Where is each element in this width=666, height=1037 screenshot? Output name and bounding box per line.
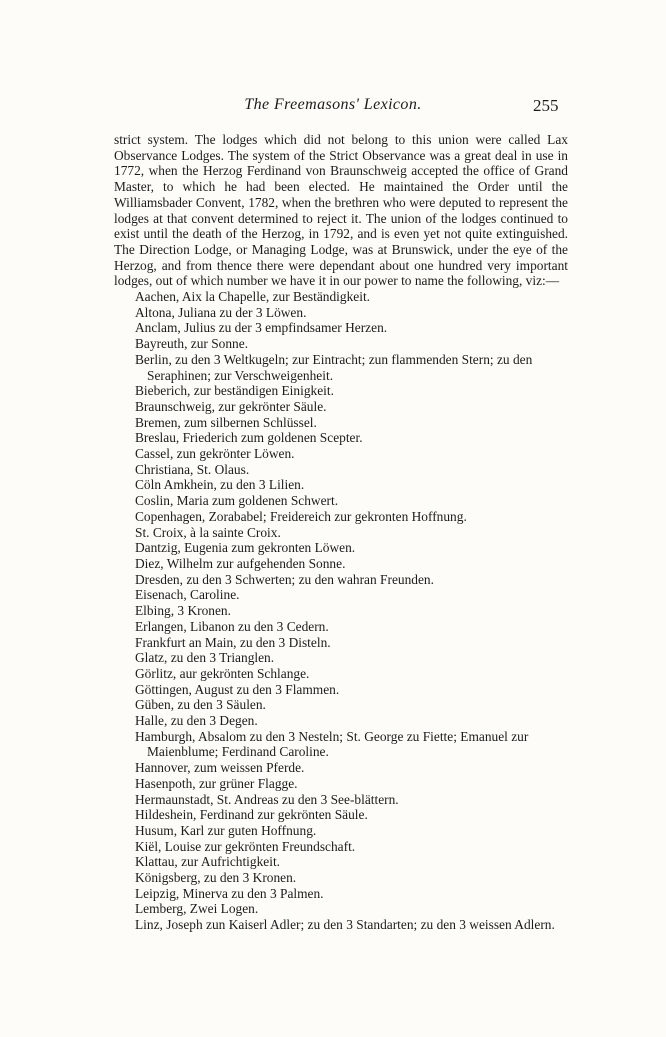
lodge-entry: Coslin, Maria zum goldenen Schwert. <box>135 493 339 509</box>
lodge-entry: Bieberich, zur beständigen Einigkeit. <box>135 383 334 399</box>
lodge-entry: Copenhagen, Zorababel; Freidereich zur gekronten Hoffnung. <box>135 508 467 524</box>
lodge-entry: Hamburgh, Absalom zu den 3 Nesteln; St. George zu Fiette; Emanuel zur Maienblume; Ferdinand Caroline. <box>135 728 529 760</box>
lodge-entry: Hasenpoth, zur grüner Flagge. <box>135 775 298 791</box>
lodge-entry: Elbing, 3 Kronen. <box>135 603 231 619</box>
body-paragraph: strict system. The lodges which did not belong to this union were called Lax Observance Lodges. The system of the Strict Observance was a great deal in use in 1772, when the Herzog Ferdinand von Braunschweig accepted the office of Grand Master, to which he had been elected. He maintained the Order until the Williamsbader Convent, 1782, when the brethren who were deputed to represent the lodges at that convent determined to reject it. The union of the lodges continued to exist until the death of the Herzog, in 1792, and is even yet not quite extinguished. The Direction Lodge, or Managing Lodge, was at Brunswick, under the eye of the Herzog, and from thence there were dependant about one hundred very important lodges, out of which number we have it in our power to name the following, viz:— <box>114 132 568 289</box>
lodge-entry: Lemberg, Zwei Logen. <box>135 901 259 917</box>
lodge-entry: Breslau, Friederich zum goldenen Scepter. <box>135 430 363 446</box>
lodge-entry: Bremen, zum silbernen Schlüssel. <box>135 414 317 430</box>
lodge-entry: Christiana, St. Olaus. <box>135 461 250 477</box>
lodge-entry: Linz, Joseph zun Kaiserl Adler; zu den 3 Standarten; zu den 3 weissen Adlern. <box>135 917 555 933</box>
page-number: 255 <box>533 96 559 115</box>
lodge-entry: Königsberg, zu den 3 Kronen. <box>135 870 297 886</box>
lodge-list <box>114 289 568 933</box>
lodge-entry: Eisenach, Caroline. <box>135 587 240 603</box>
lodge-entry: Dresden, zu den 3 Schwerten; zu den wahran Freunden. <box>135 571 434 587</box>
lodge-entry: Kiël, Louise zur gekrönten Freundschaft. <box>135 838 356 854</box>
lodge-entry: Berlin, zu den 3 Weltkugeln; zur Eintracht; zun flammenden Stern; zu den Seraphinen; zur Verschweigenheit. <box>135 351 533 383</box>
lodge-entry: Erlangen, Libanon zu den 3 Cedern. <box>135 618 329 634</box>
page-body <box>114 132 568 933</box>
lodge-entry: Anclam, Julius zu der 3 empfindsamer Herzen. <box>135 320 388 336</box>
lodge-entry: Aachen, Aix la Chapelle, zur Beständigkeit. <box>135 289 371 305</box>
lodge-entry: Frankfurt an Main, zu den 3 Disteln. <box>135 634 331 650</box>
lodge-entry: Leipzig, Minerva zu den 3 Palmen. <box>135 885 324 901</box>
lodge-entry: Göttingen, August zu den 3 Flammen. <box>135 681 340 697</box>
lodge-entry: Braunschweig, zur gekrönter Säule. <box>135 398 327 414</box>
page-header <box>0 96 666 118</box>
lodge-entry: Husum, Karl zur guten Hoffnung. <box>135 822 317 838</box>
lodge-entry: Cöln Amkhein, zu den 3 Lilien. <box>135 477 305 493</box>
lodge-entry: Cassel, zun gekrönter Löwen. <box>135 446 295 462</box>
running-title: The Freemasons' Lexicon. <box>244 96 422 113</box>
lodge-entry: Dantzig, Eugenia zum gekronten Löwen. <box>135 540 356 556</box>
lodge-entry: Halle, zu den 3 Degen. <box>135 713 258 729</box>
lodge-entry: Görlitz, aur gekrönten Schlange. <box>135 665 310 681</box>
lodge-entry: Altona, Juliana zu der 3 Löwen. <box>135 304 307 320</box>
lodge-entry: Diez, Wilhelm zur aufgehenden Sonne. <box>135 555 346 571</box>
lodge-entry: Güben, zu den 3 Säulen. <box>135 697 266 713</box>
lodge-entry: Bayreuth, zur Sonne. <box>135 336 249 352</box>
lodge-entry: Hermaunstadt, St. Andreas zu den 3 See-blättern. <box>135 791 399 807</box>
lodge-entry: Klattau, zur Aufrichtigkeit. <box>135 854 281 870</box>
lodge-entry: St. Croix, à la sainte Croix. <box>135 524 281 540</box>
lodge-entry: Hildeshein, Ferdinand zur gekrönten Säule. <box>135 807 368 823</box>
lodge-entry: Glatz, zu den 3 Trianglen. <box>135 650 275 666</box>
lodge-entry: Hannover, zum weissen Pferde. <box>135 760 305 776</box>
